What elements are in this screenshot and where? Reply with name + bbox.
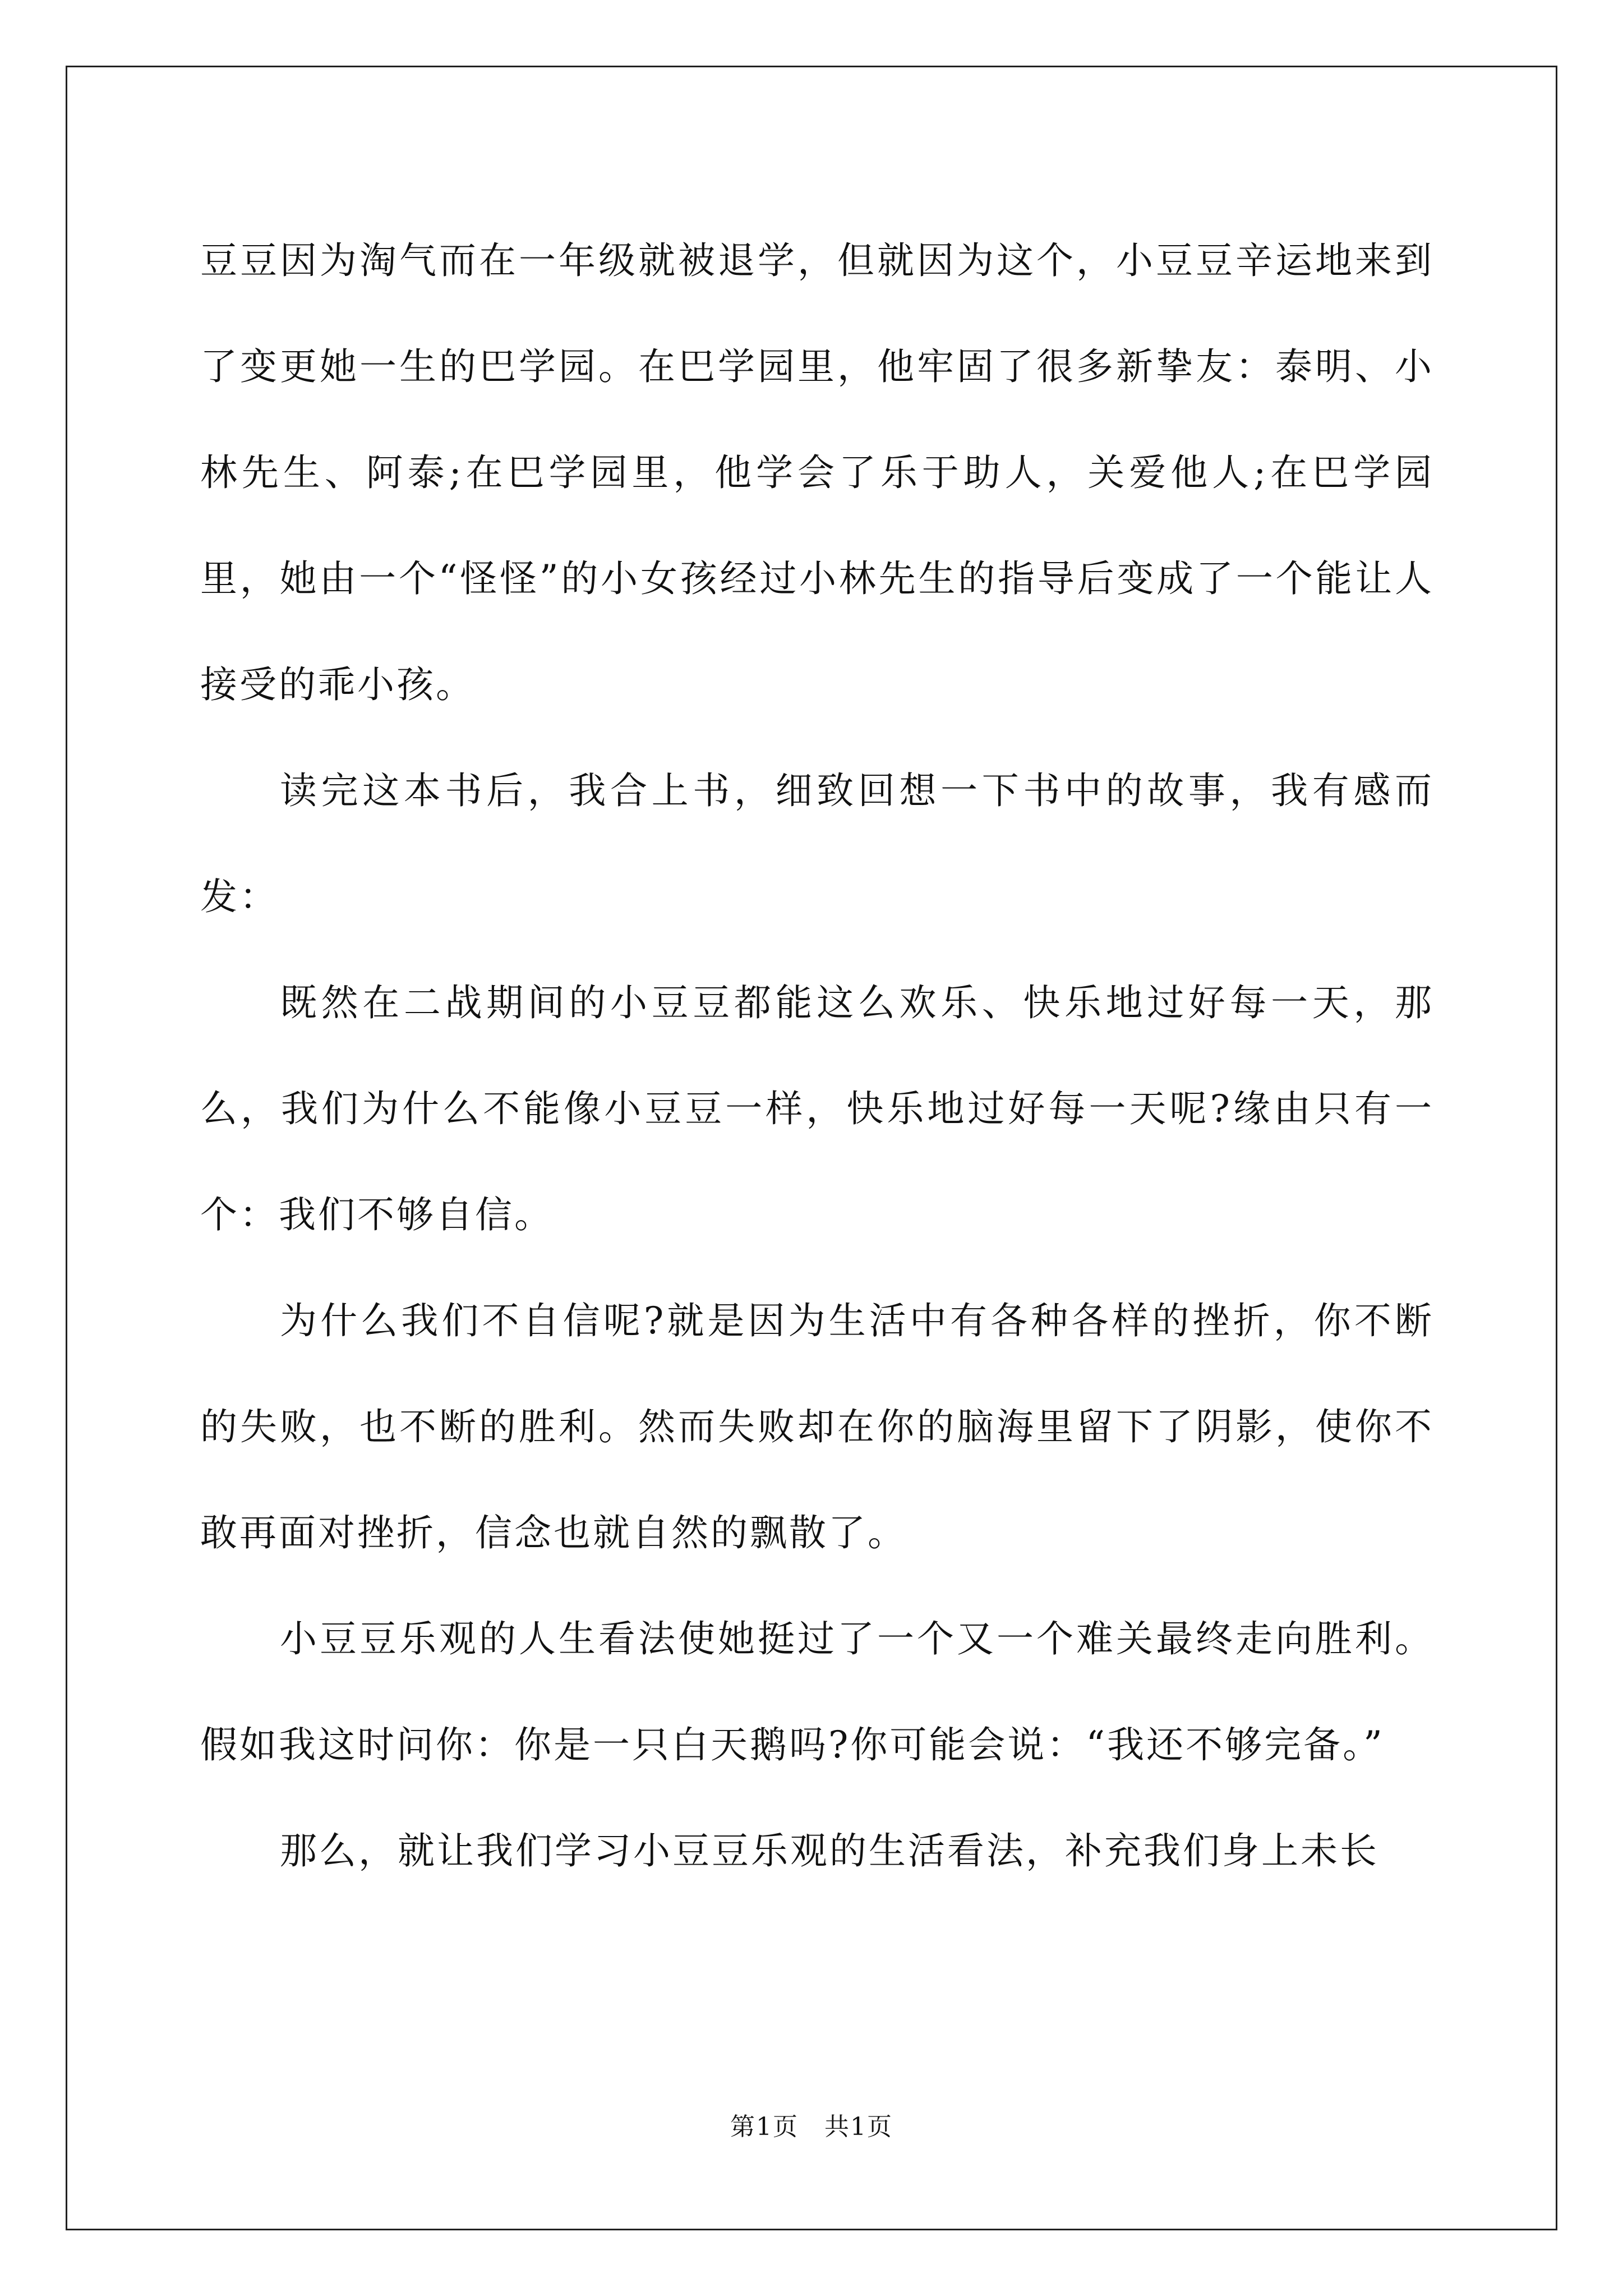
paragraph-3: 既然在二战期间的小豆豆都能这么欢乐、快乐地过好每一天，那么，我们为什么不能像小豆豆一样，快乐地过好每一天呢?缘由只有一个：我们不够自信。 bbox=[200, 981, 1434, 1236]
paragraph-4: 为什么我们不自信呢?就是因为生活中有各种各样的挫折，你不断的失败，也不断的胜利。然而失败却在你的脑海里留下了阴影，使你不敢再面对挫折，信念也就自然的飘散了。 bbox=[200, 1299, 1434, 1554]
paragraph-2: 读完这本书后，我合上书，细致回想一下书中的故事，我有感而发： bbox=[200, 769, 1434, 918]
paragraph-5: 小豆豆乐观的人生看法使她挺过了一个又一个难关最终走向胜利。假如我这时问你：你是一只白天鹅吗?你可能会说：“我还不够完备。” bbox=[200, 1617, 1434, 1766]
document-body bbox=[200, 208, 1434, 1904]
paragraph-1: 豆豆因为淘气而在一年级就被退学，但就因为这个，小豆豆辛运地来到了变更她一生的巴学园。在巴学园里，他牢固了很多新挚友：泰明、小林先生、阿泰;在巴学园里，他学会了乐于助人，关爱他人;在巴学园里，她由一个“怪怪”的小女孩经过小林先生的指导后变成了一个能让人接受的乖小孩。 bbox=[200, 239, 1434, 706]
page-number-footer: 第1页 共1页 bbox=[730, 2113, 893, 2141]
paragraph-6: 那么，就让我们学习小豆豆乐观的生活看法，补充我们身上未长 bbox=[280, 1829, 1379, 1872]
